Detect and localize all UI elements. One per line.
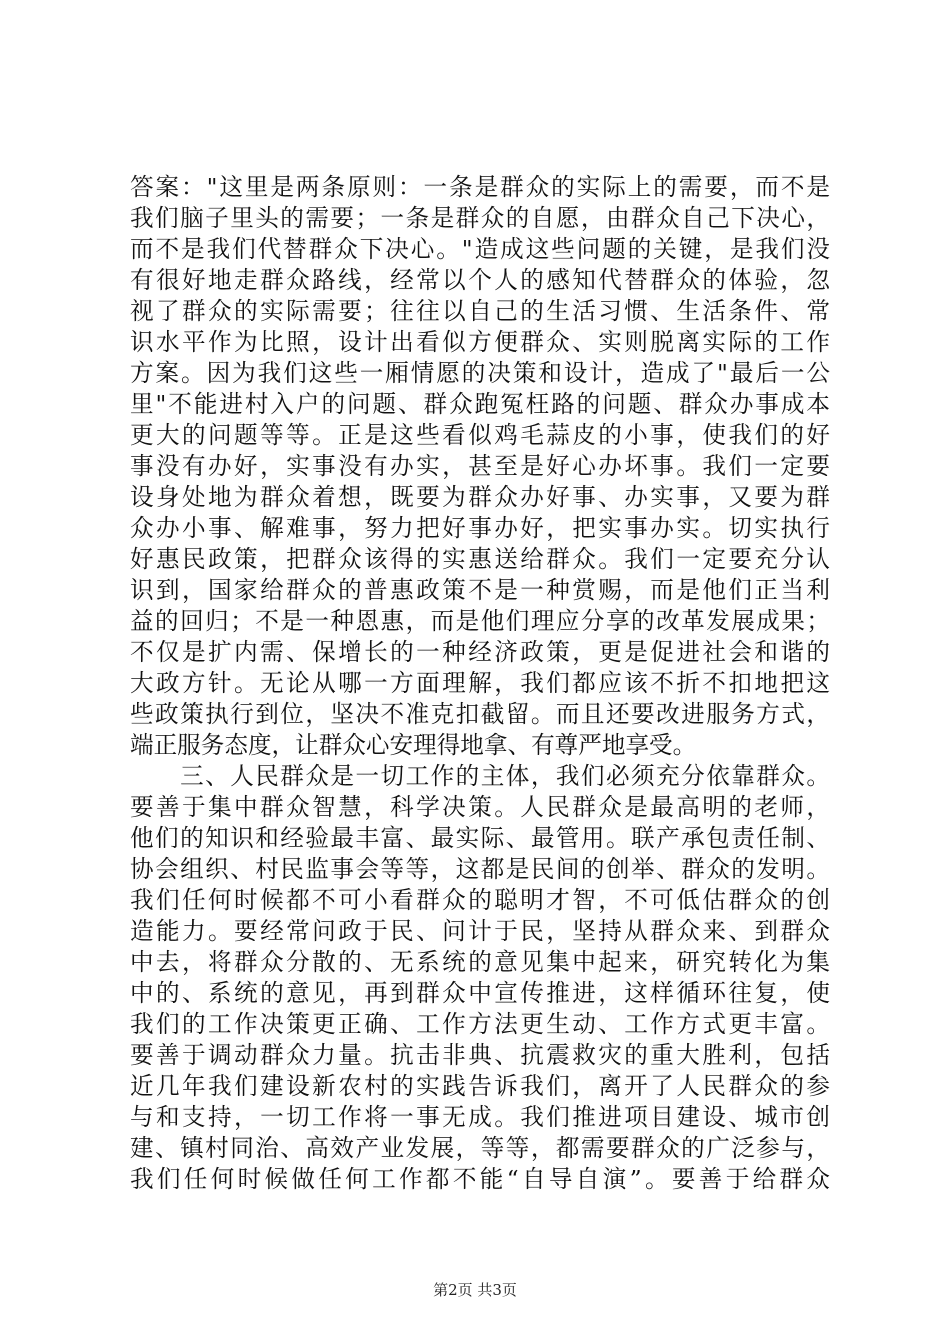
text-line: 里"不能进村入户的问题、群众跑冤枉路的问题、群众办事成本 [130,390,830,418]
text-line: 我们的工作决策更正确、工作方法更生动、工作方式更丰富。 [130,1010,830,1038]
text-line: 事没有办好，实事没有办实，甚至是好心办坏事。我们一定要 [130,452,830,480]
paragraph-end-line: 端正服务态度，让群众心安理得地拿、有尊严地享受。 [130,731,697,759]
text-line: 答案："这里是两条原则：一条是群众的实际上的需要，而不是 [130,173,830,201]
text-line: 我们任何时候都不可小看群众的聪明才智，不可低估群众的创 [130,886,830,914]
text-line: 众办小事、解难事，努力把好事办好，把实事办实。切实执行 [130,514,830,542]
text-line: 我们脑子里头的需要；一条是群众的自愿，由群众自己下决心， [130,204,830,232]
text-line: 大政方针。无论从哪一方面理解，我们都应该不折不扣地把这 [130,669,830,697]
text-line: 而不是我们代替群众下决心。"造成这些问题的关键，是我们没 [130,235,830,263]
text-line: 中去，将群众分散的、无系统的意见集中起来，研究转化为集 [130,948,830,976]
text-line: 些政策执行到位，坚决不准克扣截留。而且还要改进服务方式， [130,700,830,728]
text-line: 识水平作为比照，设计出看似方便群众、实则脱离实际的工作 [130,328,830,356]
text-line: 他们的知识和经验最丰富、最实际、最管用。联产承包责任制、 [130,824,830,852]
page-number-footer: 第2页 共3页 [433,1281,517,1299]
text-line: 我们任何时候做任何工作都不能“自导自演”。要善于给群众 [130,1165,830,1193]
body-text [130,172,830,1195]
text-line: 更大的问题等等。正是这些看似鸡毛蒜皮的小事，使我们的好 [130,421,830,449]
text-line: 要善于集中群众智慧，科学决策。人民群众是最高明的老师， [130,793,830,821]
text-line: 要善于调动群众力量。抗击非典、抗震救灾的重大胜利，包括 [130,1041,830,1069]
text-line: 设身处地为群众着想，既要为群众办好事、办实事，又要为群 [130,483,830,511]
text-line: 协会组织、村民监事会等等，这都是民间的创举、群众的发明。 [130,855,830,883]
text-line: 造能力。要经常问政于民、问计于民，坚持从群众来、到群众 [130,917,830,945]
section-heading-line: 三、人民群众是一切工作的主体，我们必须充分依靠群众。 [130,762,830,790]
text-line: 视了群众的实际需要；往往以自己的生活习惯、生活条件、常 [130,297,830,325]
text-line: 好惠民政策，把群众该得的实惠送给群众。我们一定要充分认 [130,545,830,573]
text-line: 不仅是扩内需、保增长的一种经济政策，更是促进社会和谐的 [130,638,830,666]
text-line: 中的、系统的意见，再到群众中宣传推进，这样循环往复，使 [130,979,830,1007]
text-line: 建、镇村同治、高效产业发展，等等，都需要群众的广泛参与， [130,1134,830,1162]
text-line: 有很好地走群众路线，经常以个人的感知代替群众的体验，忽 [130,266,830,294]
text-line: 近几年我们建设新农村的实践告诉我们，离开了人民群众的参 [130,1072,830,1100]
text-line: 益的回归；不是一种恩惠，而是他们理应分享的改革发展成果； [130,607,830,635]
text-line: 方案。因为我们这些一厢情愿的决策和设计，造成了"最后一公 [130,359,830,387]
text-line: 与和支持，一切工作将一事无成。我们推进项目建设、城市创 [130,1103,830,1131]
text-line: 识到，国家给群众的普惠政策不是一种赏赐，而是他们正当利 [130,576,830,604]
